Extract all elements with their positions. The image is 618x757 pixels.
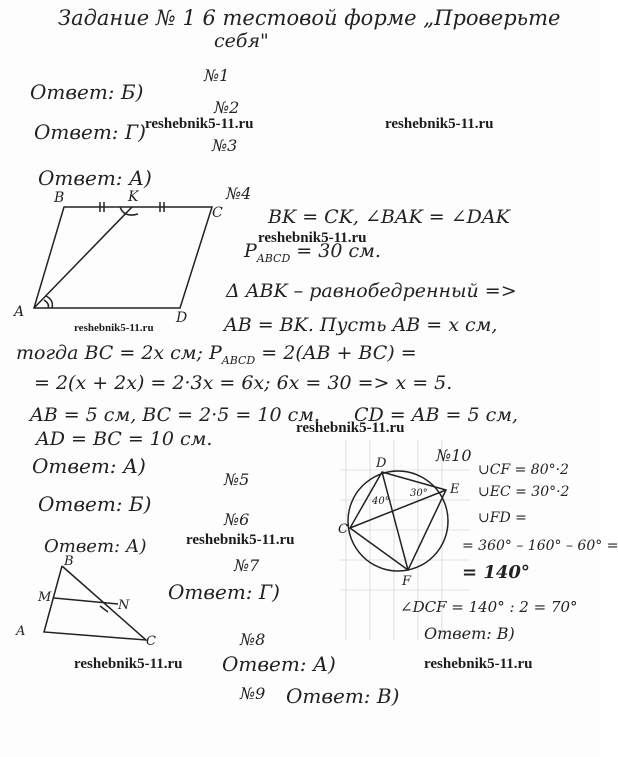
circle-label-c: C	[338, 522, 348, 537]
line-3-text: тогда BC = 2x см; P	[16, 342, 222, 364]
task-4-line-5: AB = 5 см, BC = 2·5 = 10 см.	[30, 404, 321, 426]
circle-label-e: E	[450, 482, 460, 497]
task-3-number: №3	[212, 136, 238, 155]
task-4-line-5b: CD = AB = 5 см,	[354, 404, 519, 426]
task-5-number: №5	[224, 470, 250, 489]
header-line-2: себя"	[214, 30, 269, 52]
task-9-number: №9	[240, 684, 266, 703]
label-d: D	[176, 310, 188, 326]
task-7-answer: Ответ: Г)	[168, 580, 280, 604]
angle-label-40: 40°	[372, 496, 390, 507]
task-4-given-1: BK = CK, ∠BAK = ∠DAK	[268, 206, 510, 228]
label-a: A	[14, 304, 25, 320]
task-4-line-3	[16, 342, 417, 367]
triangle-label-m: M	[38, 590, 52, 605]
circle-label-f: F	[402, 574, 412, 589]
perimeter-subscript: ABCD	[256, 251, 291, 265]
task-4-number: №4	[226, 184, 252, 203]
perimeter-value: = 30 см.	[290, 240, 381, 262]
line-3-rest: = 2(AB + BC) =	[255, 342, 417, 364]
watermark: reshebnik5-11.ru	[74, 322, 154, 334]
header-line-1: Задание № 1 6 тестовой форме „Проверьте	[58, 6, 561, 30]
task-10-conclusion: ∠DCF = 140° : 2 = 70°	[400, 598, 578, 616]
task-2-answer: Ответ: Г)	[34, 120, 146, 144]
task-6-number: №6	[224, 510, 250, 529]
angle-label-30: 30°	[410, 488, 428, 499]
task-6-answer: Ответ: А)	[44, 536, 147, 557]
label-b: B	[54, 190, 65, 206]
task-8-number: №8	[240, 630, 266, 649]
watermark: reshebnik5-11.ru	[74, 656, 183, 672]
task-10-answer: Ответ: В)	[424, 624, 515, 643]
task-4-line-4: = 2(x + 2x) = 2·3x = 6x; 6x = 30 => x = 5.	[34, 372, 453, 394]
watermark: reshebnik5-11.ru	[385, 116, 494, 132]
task-4-answer: Ответ: А)	[32, 454, 146, 478]
label-c: C	[212, 205, 223, 221]
task-4-line-6: AD = BC = 10 см.	[36, 428, 213, 450]
task-10-note-1: ∪CF = 80°·2	[478, 462, 569, 478]
task-9-answer: Ответ: В)	[286, 684, 400, 708]
circle-label-d: D	[376, 456, 387, 471]
watermark: reshebnik5-11.ru	[186, 532, 295, 548]
line-3-subscript: ABCD	[221, 353, 256, 367]
perimeter-symbol: P	[244, 240, 257, 262]
watermark: reshebnik5-11.ru	[424, 656, 533, 672]
task-7-number: №7	[234, 556, 260, 575]
task-10-note-3: ∪FD =	[478, 510, 527, 526]
task-10-note-2: ∪EC = 30°·2	[478, 484, 570, 500]
task-5-answer: Ответ: Б)	[38, 492, 152, 516]
task-10-note-5: = 140°	[462, 562, 530, 583]
task-1-number: №1	[204, 66, 230, 85]
label-k: K	[128, 189, 139, 205]
task-4-line-2: AB = BK. Пусть AB = x см,	[224, 314, 498, 336]
watermark: reshebnik5-11.ru	[145, 116, 254, 132]
parallelogram-figure	[34, 202, 212, 308]
triangle-label-b: B	[64, 554, 74, 569]
task-4-line-1: Δ ABK – равнобедренный =>	[226, 280, 517, 302]
task-10-number: №10	[436, 446, 472, 465]
task-10-note-4: = 360° – 160° – 60° =	[462, 538, 618, 554]
triangle-label-n: N	[118, 598, 130, 613]
watermark: reshebnik5-11.ru	[296, 420, 405, 436]
triangle-label-a: A	[16, 624, 26, 639]
circle-figure	[348, 471, 448, 571]
triangle-label-c: C	[146, 634, 156, 649]
task-2-number: №2	[214, 98, 240, 117]
watermark: reshebnik5-11.ru	[258, 230, 367, 246]
task-3-answer: Ответ: А)	[38, 166, 152, 190]
triangle-figure	[44, 566, 146, 640]
task-1-answer: Ответ: Б)	[30, 80, 144, 104]
task-8-answer: Ответ: А)	[222, 652, 336, 676]
